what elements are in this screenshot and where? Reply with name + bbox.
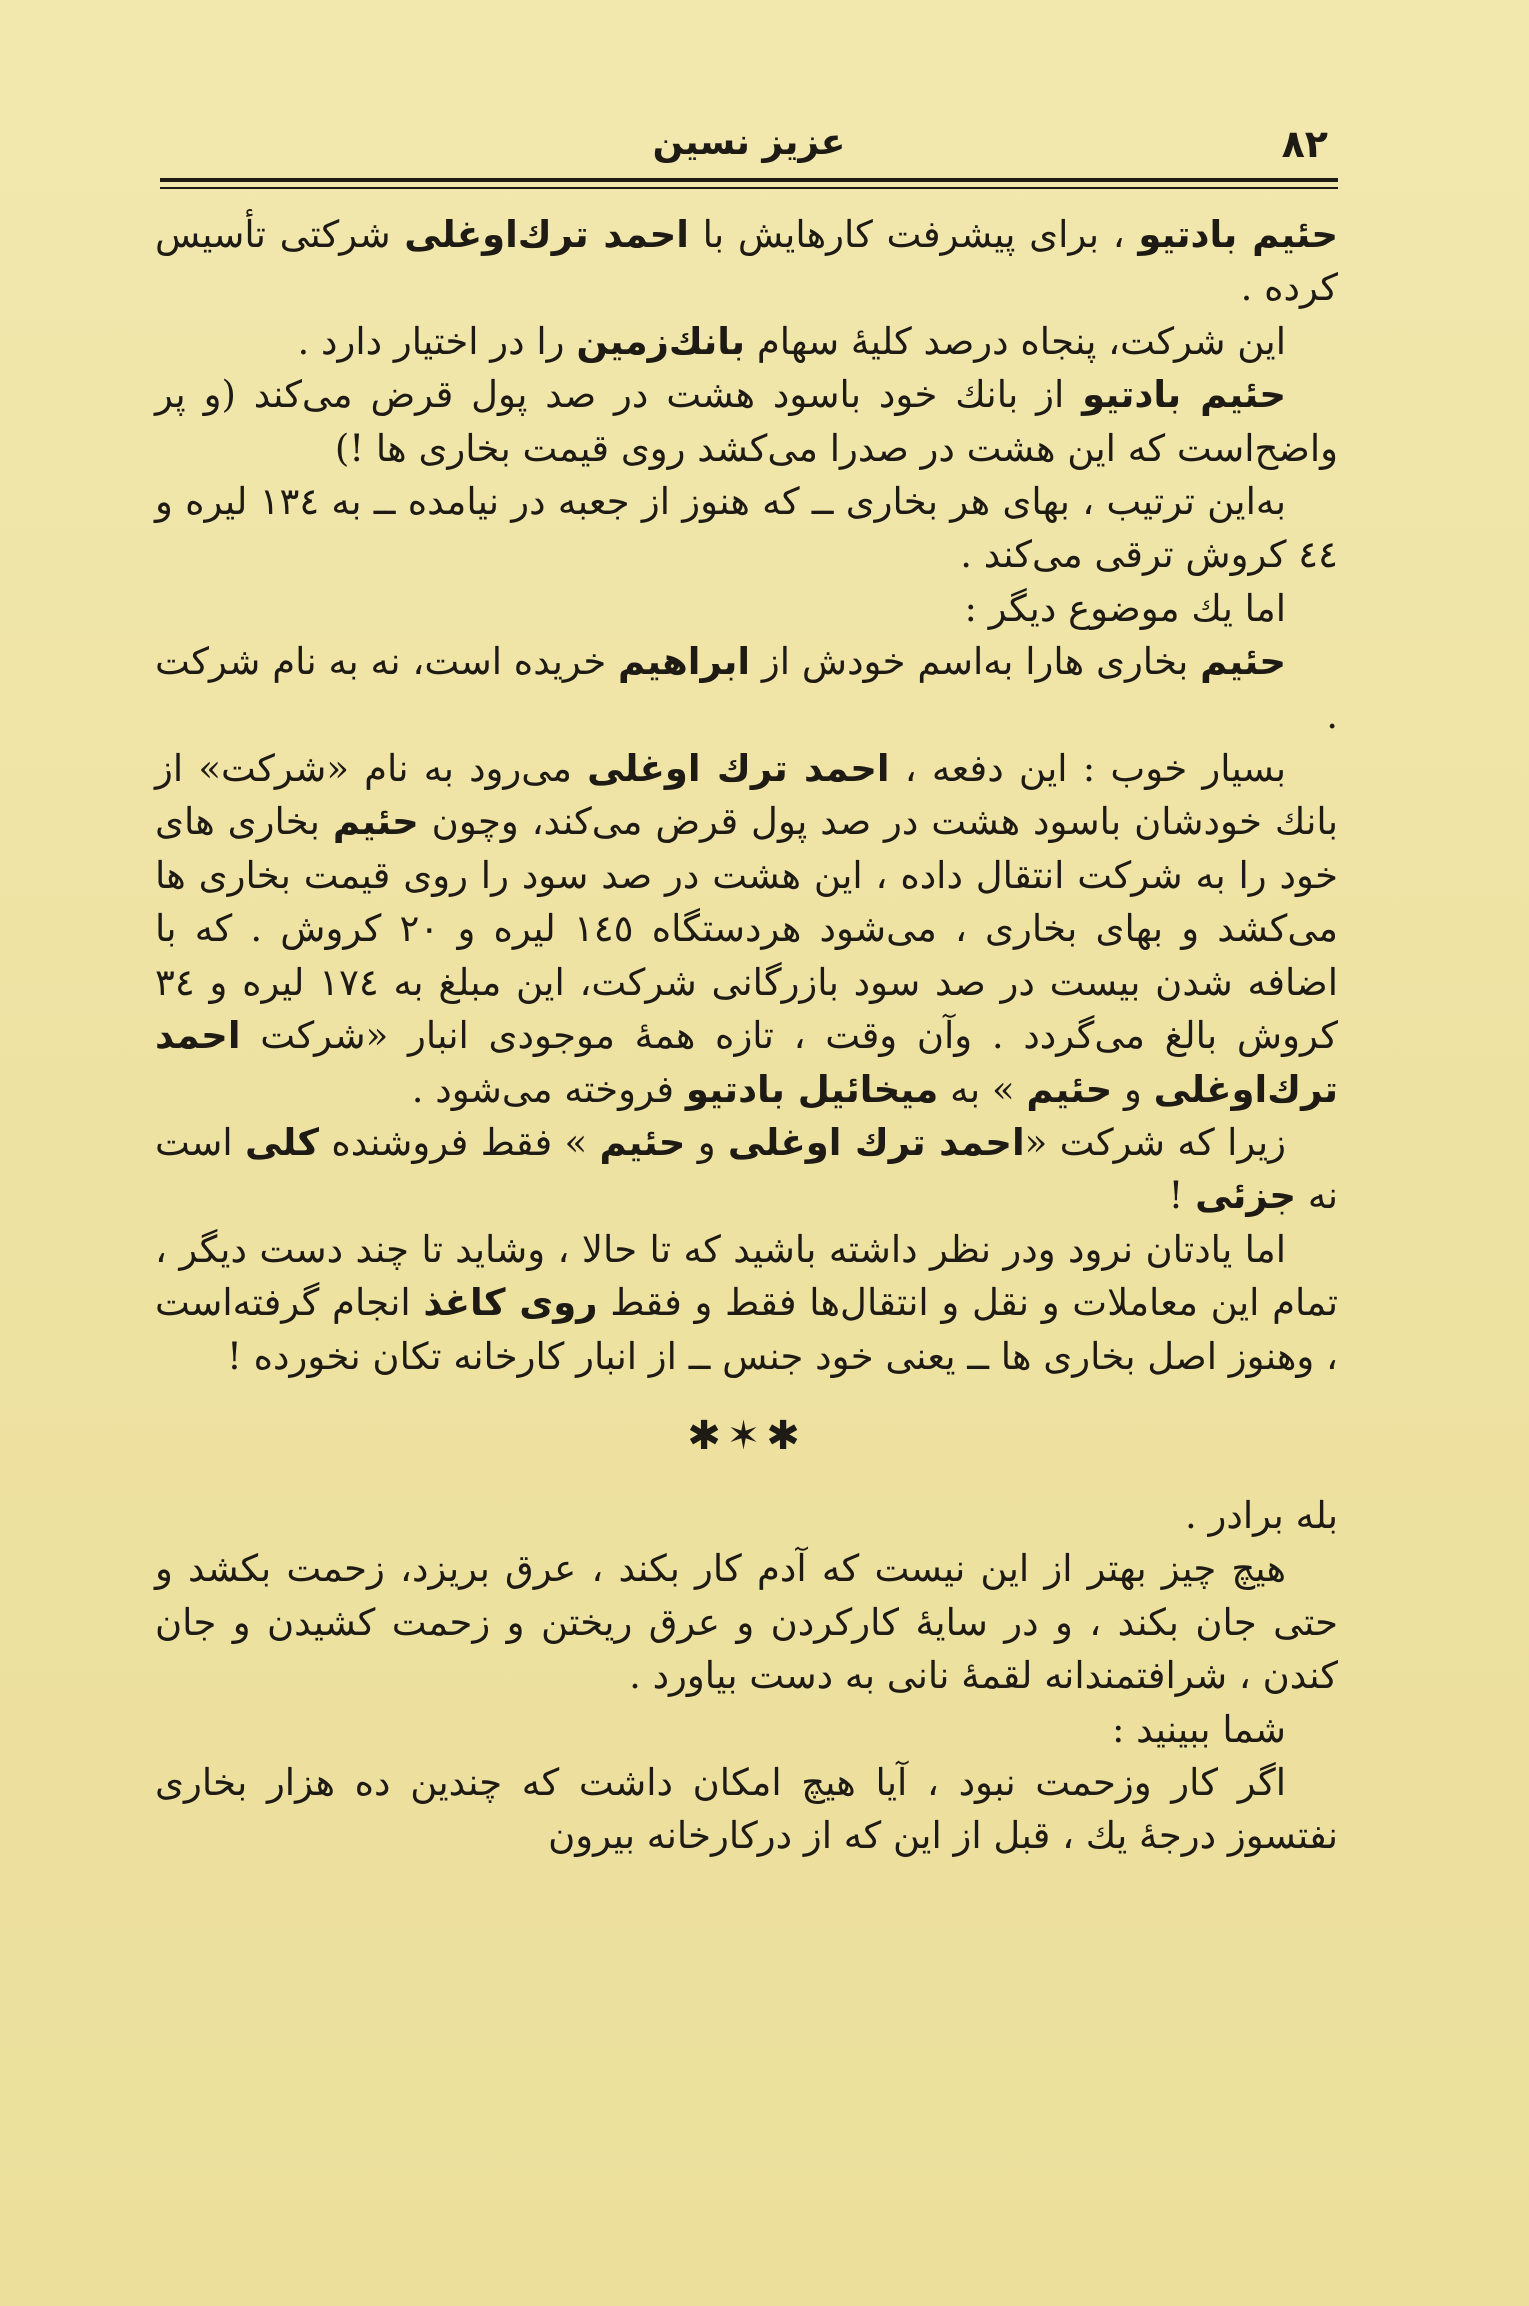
header-rule-thin xyxy=(160,187,1338,189)
bold-name: احمد ترك‌اوغلی xyxy=(155,1014,1338,1111)
text-run: » به xyxy=(938,1067,1027,1111)
text-run: فروخته می‌شود . xyxy=(411,1067,686,1111)
bold-name: حئیم xyxy=(332,800,419,844)
bold-name: جزئی xyxy=(1195,1174,1297,1218)
bold-name: روی کاغذ xyxy=(423,1281,598,1325)
paragraph xyxy=(155,742,1338,1116)
text-run: اگر کار وزحمت نبود ، آیا هیچ امکان داشت که چندین ده هزار بخاری نفتسوز درجهٔ يك ، قبل از این که از درکارخانه بیرون xyxy=(155,1760,1338,1858)
bold-name: احمد ترك اوغلی xyxy=(727,1120,1025,1164)
text-run: » فقط فروشنده xyxy=(319,1120,600,1164)
paragraph xyxy=(155,1542,1338,1702)
bold-name: کلی xyxy=(244,1120,320,1164)
page-header xyxy=(160,118,1338,178)
text-run: بخاری های خود را به شرکت انتقال داده ، این هشت در صد سود را روی قیمت بخاری ها می‌کشد و بهای بخاری ، می‌شود هردستگاه ١٤٥ لیره و ٢٠ کروش . که با اضافه شدن بیست در صد سود بازرگانی شرکت، این مبلغ به ١٧٤ لیره و ٣٤ کروش بالغ می‌گردد . وآن وقت ، تازه همهٔ موجودی انبار «شرکت xyxy=(155,800,1339,1058)
paragraph xyxy=(155,208,1338,315)
paragraph xyxy=(155,1489,1338,1542)
text-run: بسیار خوب : این دفعه ، xyxy=(889,747,1286,791)
bold-name: حئیم xyxy=(599,1120,686,1164)
text-run: است نه xyxy=(155,1120,1338,1218)
bold-name: حئیم بادتیو xyxy=(1082,373,1286,417)
text-run: انجام گرفته‌است ، وهنوز اصل بخاری ها ــ یعنی خود جنس ــ از انبار کارخانه تکان نخورده ! xyxy=(155,1281,1338,1378)
paragraph xyxy=(155,368,1338,475)
bold-name: حئیم xyxy=(1026,1067,1113,1111)
text-run: این شرکت، پنجاه درصد کلیهٔ سهام xyxy=(745,319,1286,363)
text-run: بخاری هارا به‌اسم خودش از xyxy=(750,640,1201,684)
paragraph xyxy=(155,582,1338,635)
bold-name: بانك‌زمین xyxy=(576,319,746,363)
text-run: به‌این ترتیب ، بهای هر بخاری ــ که هنوز از جعبه در نیامده ــ به ١٣٤ لیره و ٤٤ کروش ترقی می‌کند . xyxy=(155,480,1338,577)
section-separator: ✱✶✱ xyxy=(687,1412,806,1459)
bold-name: ابراهیم xyxy=(618,640,751,684)
paragraph xyxy=(155,475,1338,582)
text-run: اما یادتان نرود ودر نظر داشته باشید که تا حالا ، وشاید تا چند دست دیگر ، تمام این معاملات و نقل و انتقال‌ها فقط و فقط xyxy=(155,1227,1338,1325)
bold-name: حئیم بادتیو xyxy=(1138,213,1338,256)
paragraph xyxy=(155,1223,1338,1383)
paragraph xyxy=(155,315,1338,368)
text-run: خریده است، نه به نام شرکت . xyxy=(155,640,1338,737)
text-run: شرکتی تأسیس کرده . xyxy=(155,213,1338,310)
text-run: هیچ چیز بهتر از این نیست که آدم کار بکند ، عرق بریزد، زحمت بکشد و حتی جان بکند ، و در سایهٔ کارکردن و عرق ریختن و زحمت کشیدن و جان کندن ، شرافتمندانه لقمهٔ نانی به دست بیاورد . xyxy=(155,1547,1338,1698)
text-run: اما یك موضوع دیگر : xyxy=(964,586,1286,630)
bold-name: حئیم xyxy=(1200,640,1286,684)
paragraph xyxy=(155,1703,1338,1756)
text-run: می‌رود به نام «شرکت» از بانك خودشان باسود هشت در صد پول قرض می‌کند، وچون xyxy=(155,747,1338,844)
text-run: زیرا که شرکت « xyxy=(1024,1120,1286,1164)
text-run: ، برای پیشرفت کارهایش با xyxy=(688,213,1139,256)
page-number: ٨٢ xyxy=(1281,122,1328,166)
running-title: عزیز نسین xyxy=(652,122,846,163)
header-rule-thick xyxy=(160,178,1338,182)
paragraph xyxy=(155,1116,1338,1223)
text-run: و xyxy=(685,1120,728,1164)
text-run: را در اختیار دارد . xyxy=(297,319,577,363)
text-section-2 xyxy=(155,1489,1338,1863)
paragraph xyxy=(155,635,1338,742)
text-section-1 xyxy=(155,208,1338,1383)
text-run: شما ببینید : xyxy=(1111,1707,1286,1751)
text-run: ! xyxy=(1168,1174,1196,1218)
text-run: از بانك خود باسود هشت در صد پول قرض می‌کند (و پر واضح‌است که این هشت در صدرا می‌کشد روی قیمت بخاری ها !) xyxy=(155,373,1338,470)
paragraph xyxy=(155,1756,1338,1863)
text-run: بله برادر . xyxy=(1184,1493,1338,1537)
bold-name: احمد ترك‌اوغلی xyxy=(404,213,689,256)
bold-name: میخائیل بادتیو xyxy=(685,1067,939,1111)
body-text xyxy=(155,208,1338,1863)
bold-name: احمد ترك اوغلی xyxy=(587,747,890,791)
text-run: و xyxy=(1112,1067,1154,1111)
